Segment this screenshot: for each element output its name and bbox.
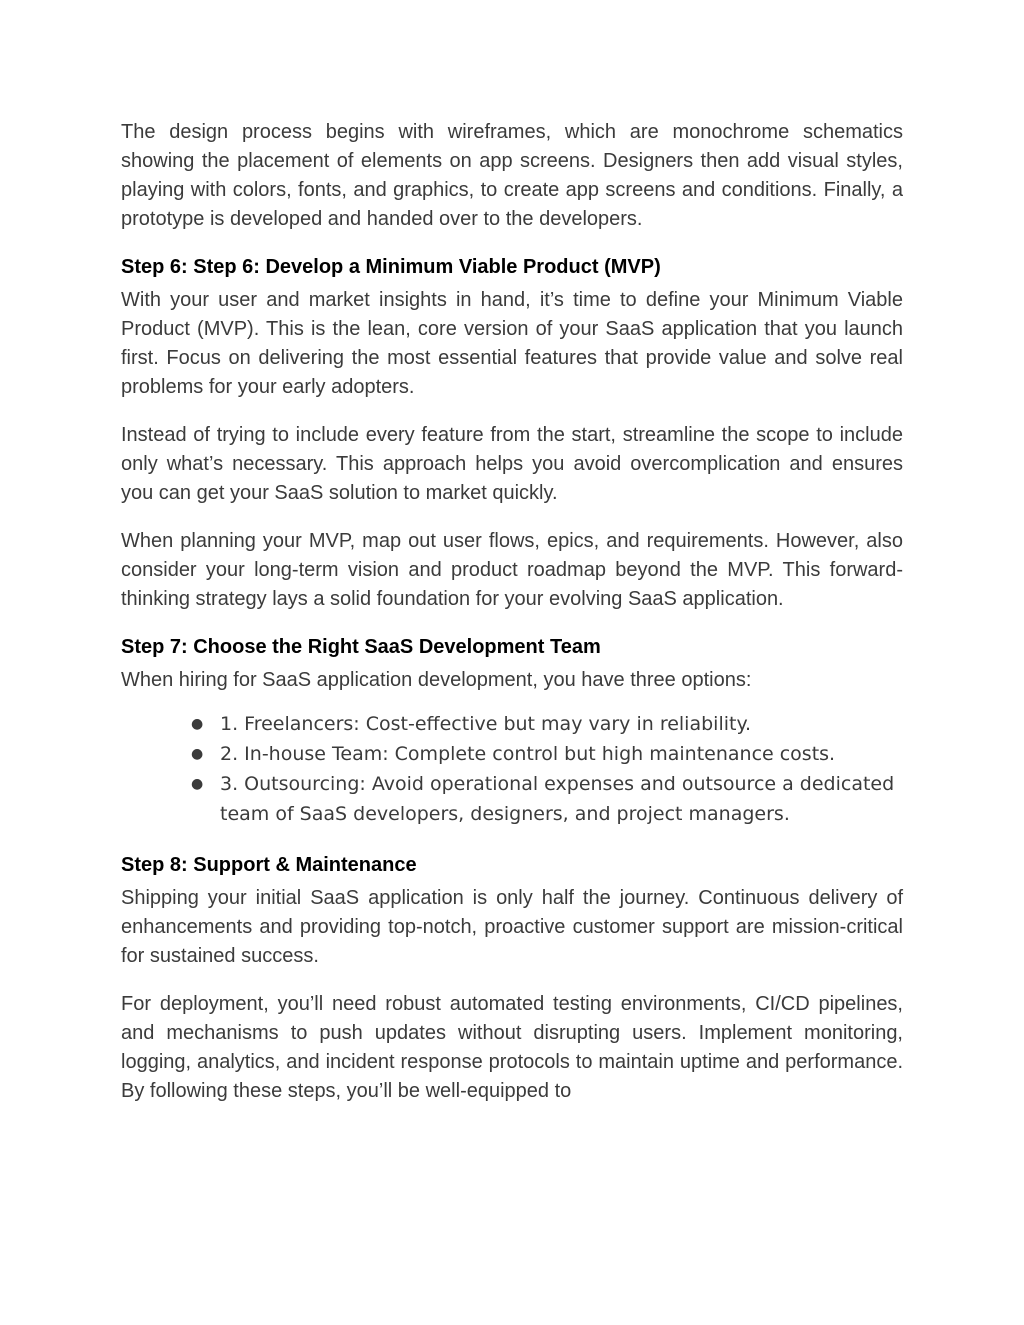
list-item (191, 739, 903, 769)
list-item-text: 2. In-house Team: Complete control but high maintenance costs. (220, 743, 836, 765)
bullet-icon: ● (191, 716, 204, 732)
step8-paragraph-2: For deployment, you’ll need robust automated testing environments, CI/CD pipelines, and mechanisms to push updates without disrupting users. Implement monitoring, logging, analytics, and incident response protocols to maintain uptime and performance. By following these steps, you’ll be well-equipped to (121, 993, 903, 1102)
intro-paragraph: The design process begins with wireframes, which are monochrome schematics showing the placement of elements on app screens. Designers then add visual styles, playing with colors, fonts, and graphics, to create app screens and conditions. Finally, a prototype is developed and handed over to the developers. (121, 121, 903, 230)
step6-paragraph-1: With your user and market insights in hand, it’s time to define your Minimum Viable Product (MVP). This is the lean, core version of your SaaS application that you launch first. Focus on delivering the most essential features that provide value and solve real problems for your early adopters. (121, 289, 903, 398)
list-item-text: 3. Outsourcing: Avoid operational expenses and outsource a dedicated team of SaaS developers, designers, and project managers. (220, 773, 895, 825)
step7-intro: When hiring for SaaS application development, you have three options: (121, 669, 752, 691)
step7-heading: Step 7: Choose the Right SaaS Development Team (121, 636, 601, 658)
list-item (191, 709, 903, 739)
step6-paragraph-3: When planning your MVP, map out user flows, epics, and requirements. However, also consider your long-term vision and product roadmap beyond the MVP. This forward-thinking strategy lays a solid foundation for your evolving SaaS application. (121, 530, 903, 610)
list-item (191, 769, 903, 829)
step6-heading: Step 6: Step 6: Develop a Minimum Viable Product (MVP) (121, 256, 661, 278)
document-page (121, 118, 903, 1105)
bullet-icon: ● (191, 746, 204, 762)
step6-paragraph-2: Instead of trying to include every feature from the start, streamline the scope to include only what’s necessary. This approach helps you avoid overcomplication and ensures you can get your SaaS solution to market quickly. (121, 424, 903, 504)
team-options-list (121, 709, 903, 829)
list-item-text: 1. Freelancers: Cost-effective but may vary in reliability. (220, 713, 752, 735)
step8-heading: Step 8: Support & Maintenance (121, 854, 417, 876)
bullet-icon: ● (191, 776, 204, 792)
step8-paragraph-1: Shipping your initial SaaS application is only half the journey. Continuous delivery of enhancements and providing top-notch, proactive customer support are mission-critical for sustained success. (121, 887, 903, 967)
